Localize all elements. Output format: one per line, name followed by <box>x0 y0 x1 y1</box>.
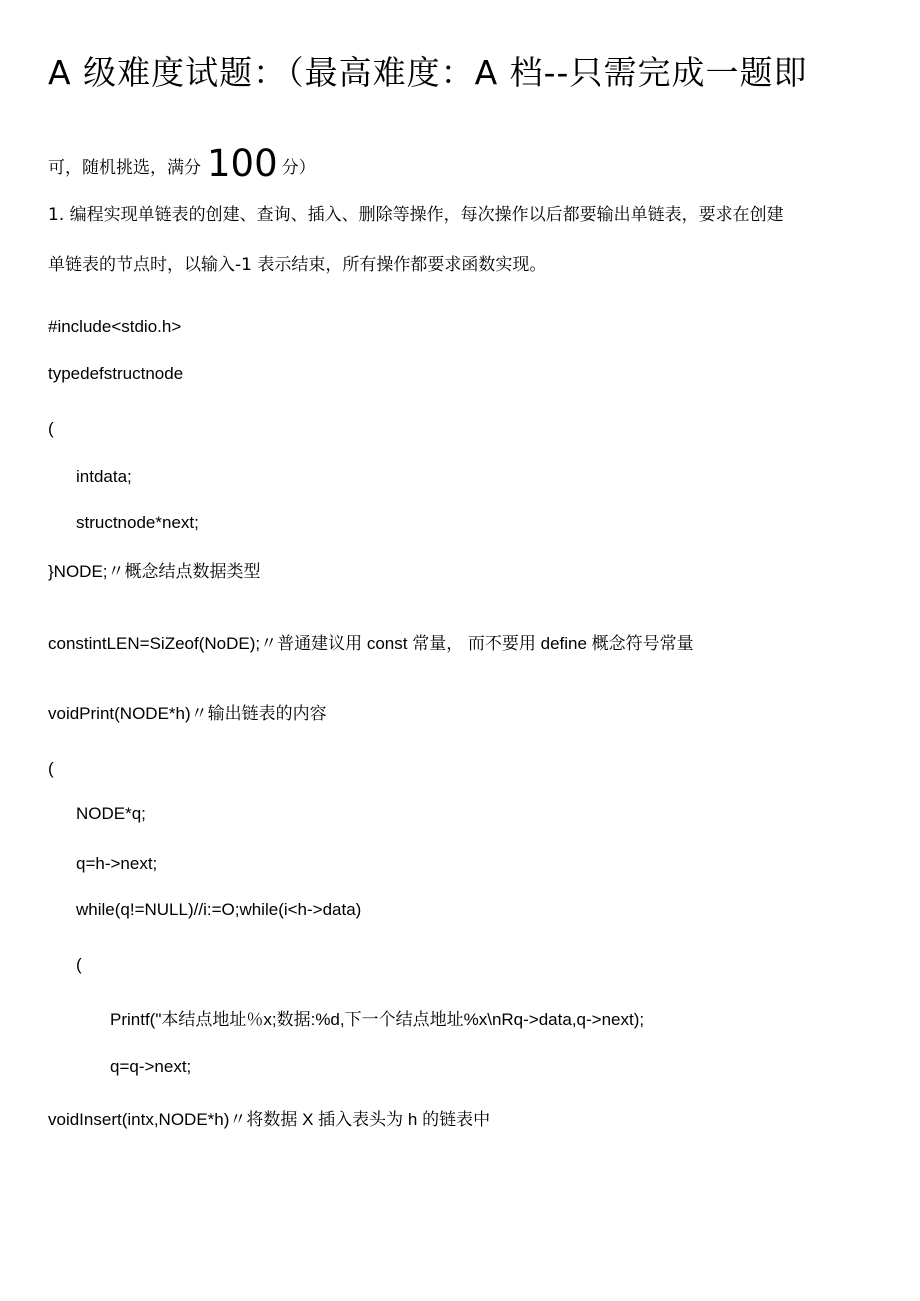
code-line: intdata; <box>76 467 132 486</box>
document-subtitle <box>48 142 316 185</box>
question-line-2: 单链表的节点时，以输入-1 表示结束，所有操作都要求函数实现。 <box>48 255 547 275</box>
code-line: voidPrint(NODE*h)〃输出链表的内容 <box>48 704 327 723</box>
code-line: while(q!=NULL)//i:=O;while(i<h->data) <box>76 900 362 919</box>
subtitle-prefix: 可，随机挑选，满分 <box>48 158 201 178</box>
full-score: 100 <box>207 142 278 185</box>
document-title: A 级难度试题：（最高难度：A 档--只需完成一题即 <box>48 53 808 92</box>
question-line-1: 1. 编程实现单链表的创建、查询、插入、删除等操作，每次操作以后都要输出单链表，要求在创建 <box>48 205 784 225</box>
code-line: #include<stdio.h> <box>48 317 182 336</box>
code-line: voidInsert(intx,NODE*h)〃将数据 X 插入表头为 h 的链表中 <box>48 1110 491 1129</box>
code-line: structnode*next; <box>76 513 199 532</box>
code-line: q=h->next; <box>76 854 158 873</box>
code-line: ( <box>48 419 54 438</box>
code-line: q=q->next; <box>110 1057 192 1076</box>
code-line: NODE*q; <box>76 804 146 823</box>
code-line: }NODE;〃概念结点数据类型 <box>48 562 261 581</box>
code-line: typedefstructnode <box>48 364 184 383</box>
code-line: Printf("本结点地址％x;数据:%d,下一个结点地址%x\nRq->data,q->next); <box>110 1010 645 1029</box>
code-line: ( <box>76 955 82 974</box>
code-line: constintLEN=SiZeof(NoDE);〃普通建议用 const 常量， 而不要用 define 概念符号常量 <box>48 634 694 653</box>
subtitle-suffix: 分） <box>281 158 316 178</box>
code-line: ( <box>48 759 54 778</box>
